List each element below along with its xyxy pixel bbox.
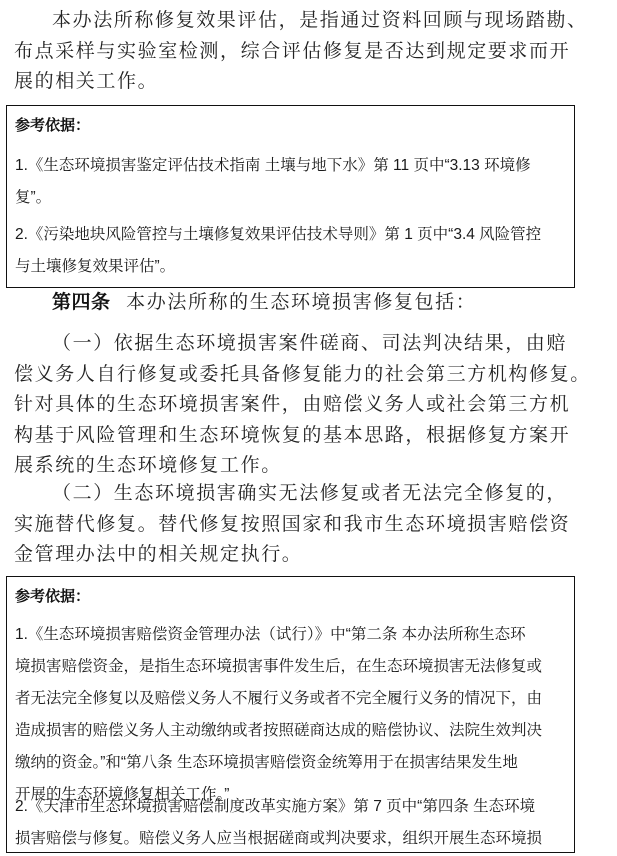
text-line: 实施替代修复。替代修复按照国家和我市生态环境损害赔偿资 bbox=[14, 512, 571, 535]
text-line: 开展的生态环境修复相关工作。” bbox=[15, 786, 230, 803]
reference-item-2 bbox=[15, 791, 542, 855]
text-line: 造成损害的赔偿义务人主动缴纳或者按照磋商达成的赔偿协议、法院生效判决 bbox=[15, 722, 543, 739]
article-4-heading bbox=[14, 287, 614, 318]
text-line: 本办法所称修复效果评估，是指通过资料回顾与现场踏勘、 bbox=[52, 9, 588, 31]
intro-paragraph bbox=[14, 5, 614, 97]
text-line: 2.《污染地块风险管控与土壤修复效果评估技术导则》第 1 页中“3.4 风险管控 bbox=[15, 226, 542, 243]
text-line: 布点采样与实验室检测，综合评估修复是否达到规定要求而开 bbox=[14, 39, 571, 62]
text-line: （一）依据生态环境损害案件磋商、司法判决结果，由赔 bbox=[52, 332, 568, 354]
article-heading-text: 本办法所称的生态环境损害修复包括： bbox=[126, 291, 477, 313]
article-4-item-1 bbox=[14, 328, 614, 481]
text-line: 展的相关工作。 bbox=[14, 70, 159, 92]
text-line: 复”。 bbox=[15, 189, 52, 206]
text-line: 展系统的生态环境修复工作。 bbox=[14, 454, 282, 476]
text-line: 者无法完全修复以及赔偿义务人不履行义务或者不完全履行义务的情况下，由 bbox=[15, 690, 543, 707]
text-line: 针对具体的生态环境损害案件，由赔偿义务人或社会第三方机 bbox=[14, 393, 571, 415]
reference-item-1 bbox=[15, 619, 542, 811]
article-4-item-2 bbox=[14, 478, 614, 570]
text-line: 损害赔偿与修复。赔偿义务人应当根据磋商或判决要求，组织开展生态环境损 bbox=[15, 830, 543, 847]
reference-box-2 bbox=[6, 576, 575, 853]
text-line: 1.《生态环境损害赔偿资金管理办法（试行）》中“第二条 本办法所称生态环 bbox=[15, 626, 526, 643]
text-line: 构基于风险管理和生态环境恢复的基本思路，根据修复方案开 bbox=[14, 423, 571, 446]
reference-item-1 bbox=[15, 150, 531, 214]
reference-box-1 bbox=[6, 105, 575, 288]
reference-item-2 bbox=[15, 219, 541, 283]
reference-title: 参考依据： bbox=[15, 117, 91, 134]
text-line: （二）生态环境损害确实无法修复或者无法完全修复的， bbox=[52, 482, 568, 504]
text-line: 1.《生态环境损害鉴定评估技术指南 土壤与地下水》第 11 页中“3.13 环境修 bbox=[15, 157, 531, 174]
text-line: 金管理办法中的相关规定执行。 bbox=[14, 543, 303, 565]
article-number: 第四条 bbox=[52, 291, 111, 313]
text-line: 2.《天津市生态环境损害赔偿制度改革实施方案》第 7 页中“第四条 生态环境 bbox=[15, 798, 536, 815]
text-line: 境损害赔偿资金，是指生态环境损害事件发生后，在生态环境损害无法修复或 bbox=[15, 658, 543, 675]
text-line: 与土壤修复效果评估”。 bbox=[15, 258, 176, 275]
text-line: 缴纳的资金。”和“第八条 生态环境损害赔偿资金统筹用于在损害结果发生地 bbox=[15, 754, 518, 771]
reference-title: 参考依据： bbox=[15, 588, 91, 605]
text-line: 偿义务人自行修复或委托具备修复能力的社会第三方机构修复。 bbox=[14, 362, 591, 385]
